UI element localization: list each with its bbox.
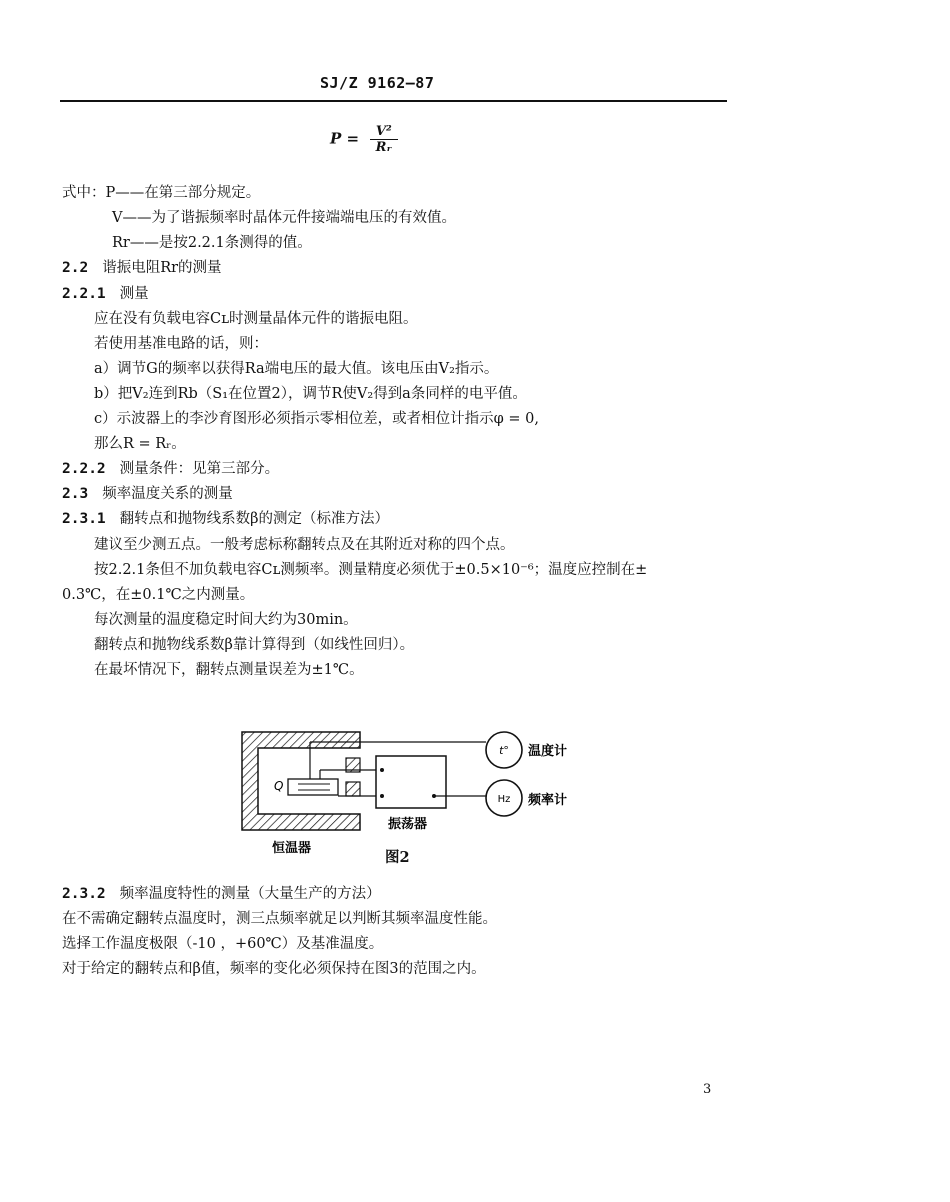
figure-2-diagram bbox=[230, 722, 600, 872]
paragraph: 按2.2.1条但不加负载电容Cʟ测频率。测量精度必须优于±0.5×10⁻⁶；温度应控制在± bbox=[94, 562, 648, 578]
paragraph: 在不需确定翻转点温度时，测三点频率就足以判断其频率温度性能。 bbox=[62, 911, 497, 927]
paragraph: 在最坏情况下，翻转点测量误差为±1℃。 bbox=[94, 662, 364, 678]
crystal-unit bbox=[288, 742, 376, 795]
document-number: SJ/Z 9162—87 bbox=[320, 74, 435, 92]
list-item-a: a）调节G的频率以获得Ra端电压的最大值。该电压由V₂指示。 bbox=[94, 361, 499, 377]
page-number: 3 bbox=[703, 1082, 712, 1097]
frequency-meter-symbol: Hz bbox=[497, 794, 511, 805]
list-item-b: b）把V₂连到Rb（S₁在位置2），调节R使V₂得到a条同样的电平值。 bbox=[94, 386, 527, 402]
formula-denominator: Rᵣ bbox=[375, 140, 392, 155]
paragraph: 0.3℃，在±0.1℃之内测量。 bbox=[62, 587, 255, 603]
thermometer-label: 温度计 bbox=[528, 744, 568, 759]
formula-numerator: V² bbox=[370, 124, 398, 140]
thermostat-label: 恒温器 bbox=[272, 841, 312, 856]
thermometer-symbol: t° bbox=[499, 744, 509, 757]
list-item-c: c）示波器上的李沙育图形必须指示零相位差，或者相位计指示φ = 0, bbox=[94, 411, 539, 427]
paragraph: 若使用基准电路的话，则： bbox=[94, 336, 268, 352]
paragraph: 翻转点和抛物线系数β靠计算得到（如线性回归）。 bbox=[94, 637, 415, 653]
formula-fraction bbox=[370, 124, 398, 155]
legend-line-2: V——为了谐振频率时晶体元件接端端电压的有效值。 bbox=[112, 210, 456, 226]
formula bbox=[330, 124, 398, 155]
paragraph: 那么R = Rᵣ。 bbox=[94, 436, 186, 452]
paragraph: 应在没有负载电容Cʟ时测量晶体元件的谐振电阻。 bbox=[94, 311, 418, 327]
legend-line-1: 式中：P——在第三部分规定。 bbox=[62, 185, 261, 201]
section-2-2: 2.2 谐振电阻Rr的测量 bbox=[62, 260, 222, 276]
formula-lhs: P = bbox=[330, 129, 360, 148]
paragraph: 对于给定的翻转点和β值，频率的变化必须保持在图3的范围之内。 bbox=[62, 961, 486, 977]
thermostat-enclosure bbox=[242, 732, 360, 830]
frequency-meter-label: 频率计 bbox=[528, 793, 568, 808]
oscillator-label: 振荡器 bbox=[388, 817, 428, 832]
section-2-2-2: 2.2.2 测量条件：见第三部分。 bbox=[62, 461, 280, 477]
figure-caption: 图2 bbox=[385, 849, 410, 866]
crystal-label: Q bbox=[274, 779, 284, 793]
section-2-3-1: 2.3.1 翻转点和抛物线系数β的测定（标准方法） bbox=[62, 511, 390, 527]
legend-line-3: Rr——是按2.2.1条测得的值。 bbox=[112, 235, 312, 251]
paragraph: 选择工作温度极限（-10 ，+60℃）及基准温度。 bbox=[62, 936, 384, 952]
section-2-3: 2.3 频率温度关系的测量 bbox=[62, 486, 233, 502]
header-rule bbox=[60, 100, 727, 102]
section-2-3-2: 2.3.2 频率温度特性的测量（大量生产的方法） bbox=[62, 886, 381, 902]
paragraph: 每次测量的温度稳定时间大约为30min。 bbox=[94, 612, 358, 628]
section-2-2-1: 2.2.1 测量 bbox=[62, 286, 149, 302]
paragraph: 建议至少测五点。一般考虑标称翻转点及在其附近对称的四个点。 bbox=[94, 537, 515, 553]
